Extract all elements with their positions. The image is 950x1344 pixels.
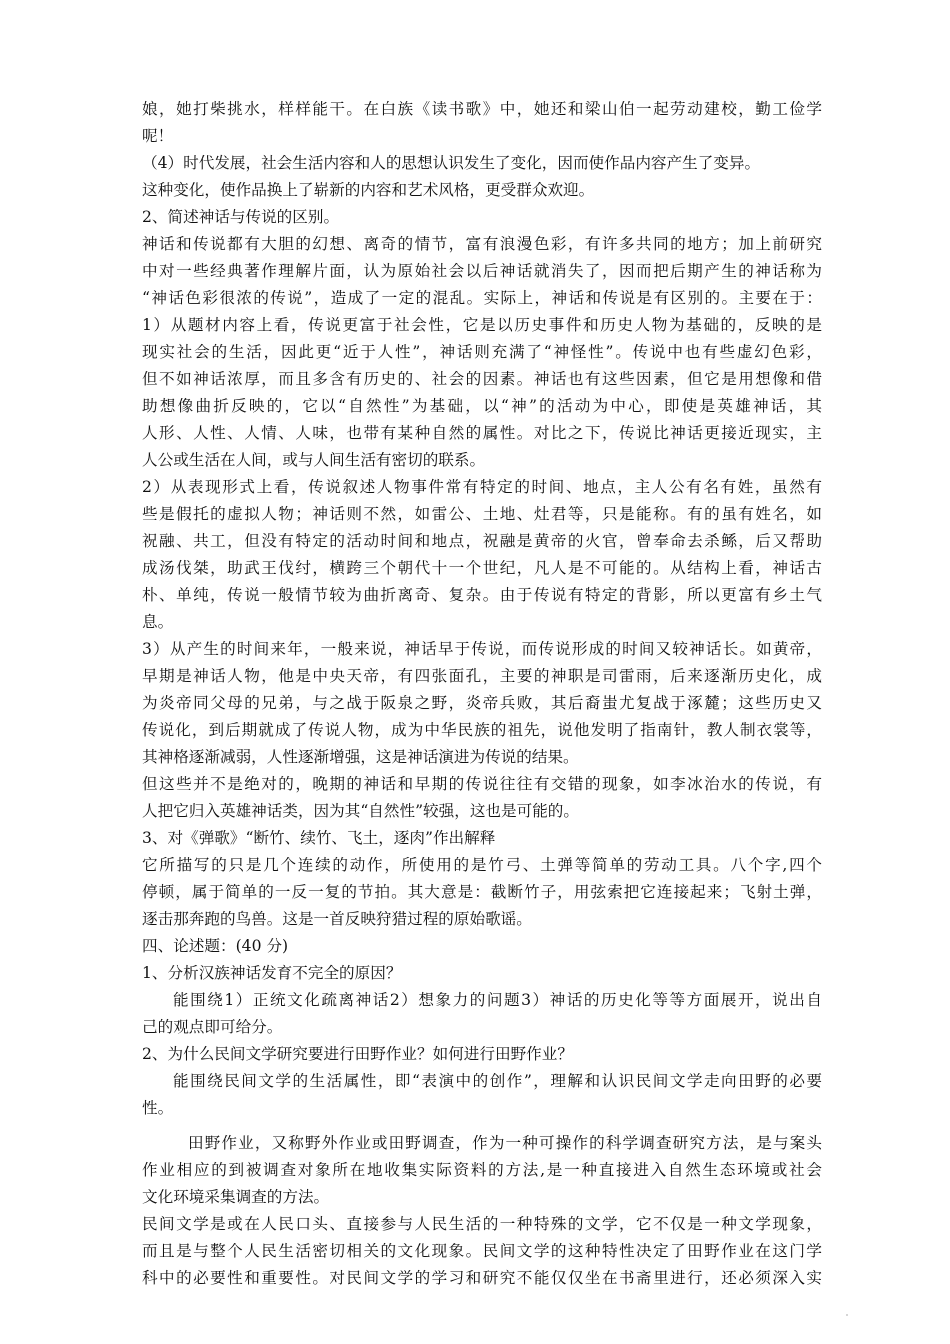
scan-speck [846,1314,848,1316]
text-line: 3）从产生的时间来年，一般来说，神话早于传说，而传说形成的时间又较神话长。如黄帝， [142,640,822,658]
section-heading: 2、简述神话与传说的区别。 [142,208,340,226]
text-line: 娘，她打柴挑水，样样能干。在白族《读书歌》中，她还和梁山伯一起劳动建校，勤工俭学 [142,100,822,118]
section-heading: 3、对《弹歌》“断竹、续竹、飞土，逐肉”作出解释 [142,829,496,847]
text-line: 助想像曲折反映的，它以“自然性”为基础，以“神”的活动为中心，即使是英雄神话，其 [142,397,822,415]
question-heading: 1、分析汉族神话发育不完全的原因？ [142,964,402,982]
text-line: 文化环境采集调查的方法。 [142,1188,330,1206]
text-line: 停顿，属于简单的一反一复的节拍。其大意是：截断竹子，用弦索把它连接起来；飞射土弹， [142,883,822,901]
question-heading: 2、为什么民间文学研究要进行田野作业？如何进行田野作业？ [142,1045,573,1063]
text-line: 为炎帝同父母的兄弟，与之战于阪泉之野，炎帝兵败，其后裔蚩尤复战于涿麓；这些历史又 [142,694,822,712]
text-line: 能围绕1）正统文化疏离神话2）想象力的问题3）神话的历史化等等方面展开，说出自 [173,991,822,1009]
text-line: 息。 [142,613,174,631]
text-line: 人公或生活在人间，或与人间生活有密切的联系。 [142,451,486,469]
text-line: 人把它归入英雄神话类，因为其“自然性”较强，这也是可能的。 [142,802,579,820]
text-line: 传说化，到后期就成了传说人物，成为中华民族的祖先，说他发明了指南针，教人制衣裳等， [142,721,822,739]
text-line: 其神格逐渐减弱，人性逐渐增强，这是神话演进为传说的结果。 [142,748,579,766]
text-line: 它所描写的只是几个连续的动作，所使用的是竹弓、土弹等简单的劳动工具。八个字,四个 [142,856,822,874]
text-line: 朴、单纯，传说一般情节较为曲折离奇、复杂。由于传说有特定的背影，所以更富有乡土气 [142,586,822,604]
text-line: 逐击那奔跑的鸟兽。这是一首反映狩猎过程的原始歌谣。 [142,910,532,928]
text-line: “神话色彩很浓的传说”，造成了一定的混乱。实际上，神话和传说是有区别的。主要在于： [142,289,822,307]
text-line: 1）从题材内容上看，传说更富于社会性，它是以历史事件和历史人物为基础的，反映的是 [142,316,822,334]
document-body [142,96,822,1292]
section-heading: 四、论述题：(40 分) [142,937,289,955]
text-line: 而且是与整个人民生活密切相关的文化现象。民间文学的这种特性决定了田野作业在这门学 [142,1242,822,1260]
text-line: 民间文学是或在人民口头、直接参与人民生活的一种特殊的文学，它不仅是一种文学现象， [142,1215,822,1233]
text-line: 呢！ [142,127,174,145]
text-line: 人形、人性、人情、人味，也带有某种自然的属性。对比之下，传说比神话更接近现实，主 [142,424,822,442]
text-line: 祝融、共工，但没有特定的活动时间和地点，祝融是黄帝的火官，曾奉命去杀鲧，后又帮助 [142,532,822,550]
text-line: 作业相应的到被调查对象所在地收集实际资料的方法,是一种直接进入自然生态环境或社会 [142,1161,822,1179]
text-line: 但这些并不是绝对的，晚期的神话和早期的传说往往有交错的现象，如李冰治水的传说，有 [142,775,822,793]
text-line: 但不如神话浓厚，而且多含有历史的、社会的因素。神话也有这些因素，但它是用想像和借 [142,370,822,388]
text-line: 2）从表现形式上看，传说叙述人物事件常有特定的时间、地点，主人公有名有姓，虽然有 [142,478,822,496]
text-line: 这种变化，使作品换上了崭新的内容和艺术风格，更受群众欢迎。 [142,181,595,199]
text-line: 性。 [142,1099,174,1117]
text-line: （4）时代发展，社会生活内容和人的思想认识发生了变化，因而使作品内容产生了变异。 [142,154,761,172]
text-line: 科中的必要性和重要性。对民间文学的学习和研究不能仅仅坐在书斋里进行，还必须深入实 [142,1269,822,1287]
text-line: 神话和传说都有大胆的幻想、离奇的情节，富有浪漫色彩，有许多共同的地方；加上前研究 [142,235,822,253]
text-line: 中对一些经典著作理解片面，认为原始社会以后神话就消失了，因而把后期产生的神话称为 [142,262,822,280]
paragraph-gap [142,1122,822,1130]
text-line: 早期是神话人物，他是中央天帝，有四张面孔，主要的神职是司雷雨，后来逐渐历史化，成 [142,667,822,685]
text-line: 成汤伐桀，助武王伐纣，横跨三个朝代十一个世纪，凡人是不可能的。从结构上看，神话古 [142,559,822,577]
text-line: 田野作业，又称野外作业或田野调查，作为一种可操作的科学调查研究方法，是与案头 [188,1134,822,1152]
text-line: 己的观点即可给分。 [142,1018,283,1036]
text-line: 能围绕民间文学的生活属性，即“表演中的创作”，理解和认识民间文学走向田野的必要 [173,1072,822,1090]
text-line: 现实社会的生活，因此更“近于人性”，神话则充满了“神怪性”。传说中也有些虚幻色彩， [142,343,822,361]
text-line: 些是假托的虚拟人物；神话则不然，如雷公、土地、灶君等，只是能称。有的虽有姓名，如 [142,505,822,523]
